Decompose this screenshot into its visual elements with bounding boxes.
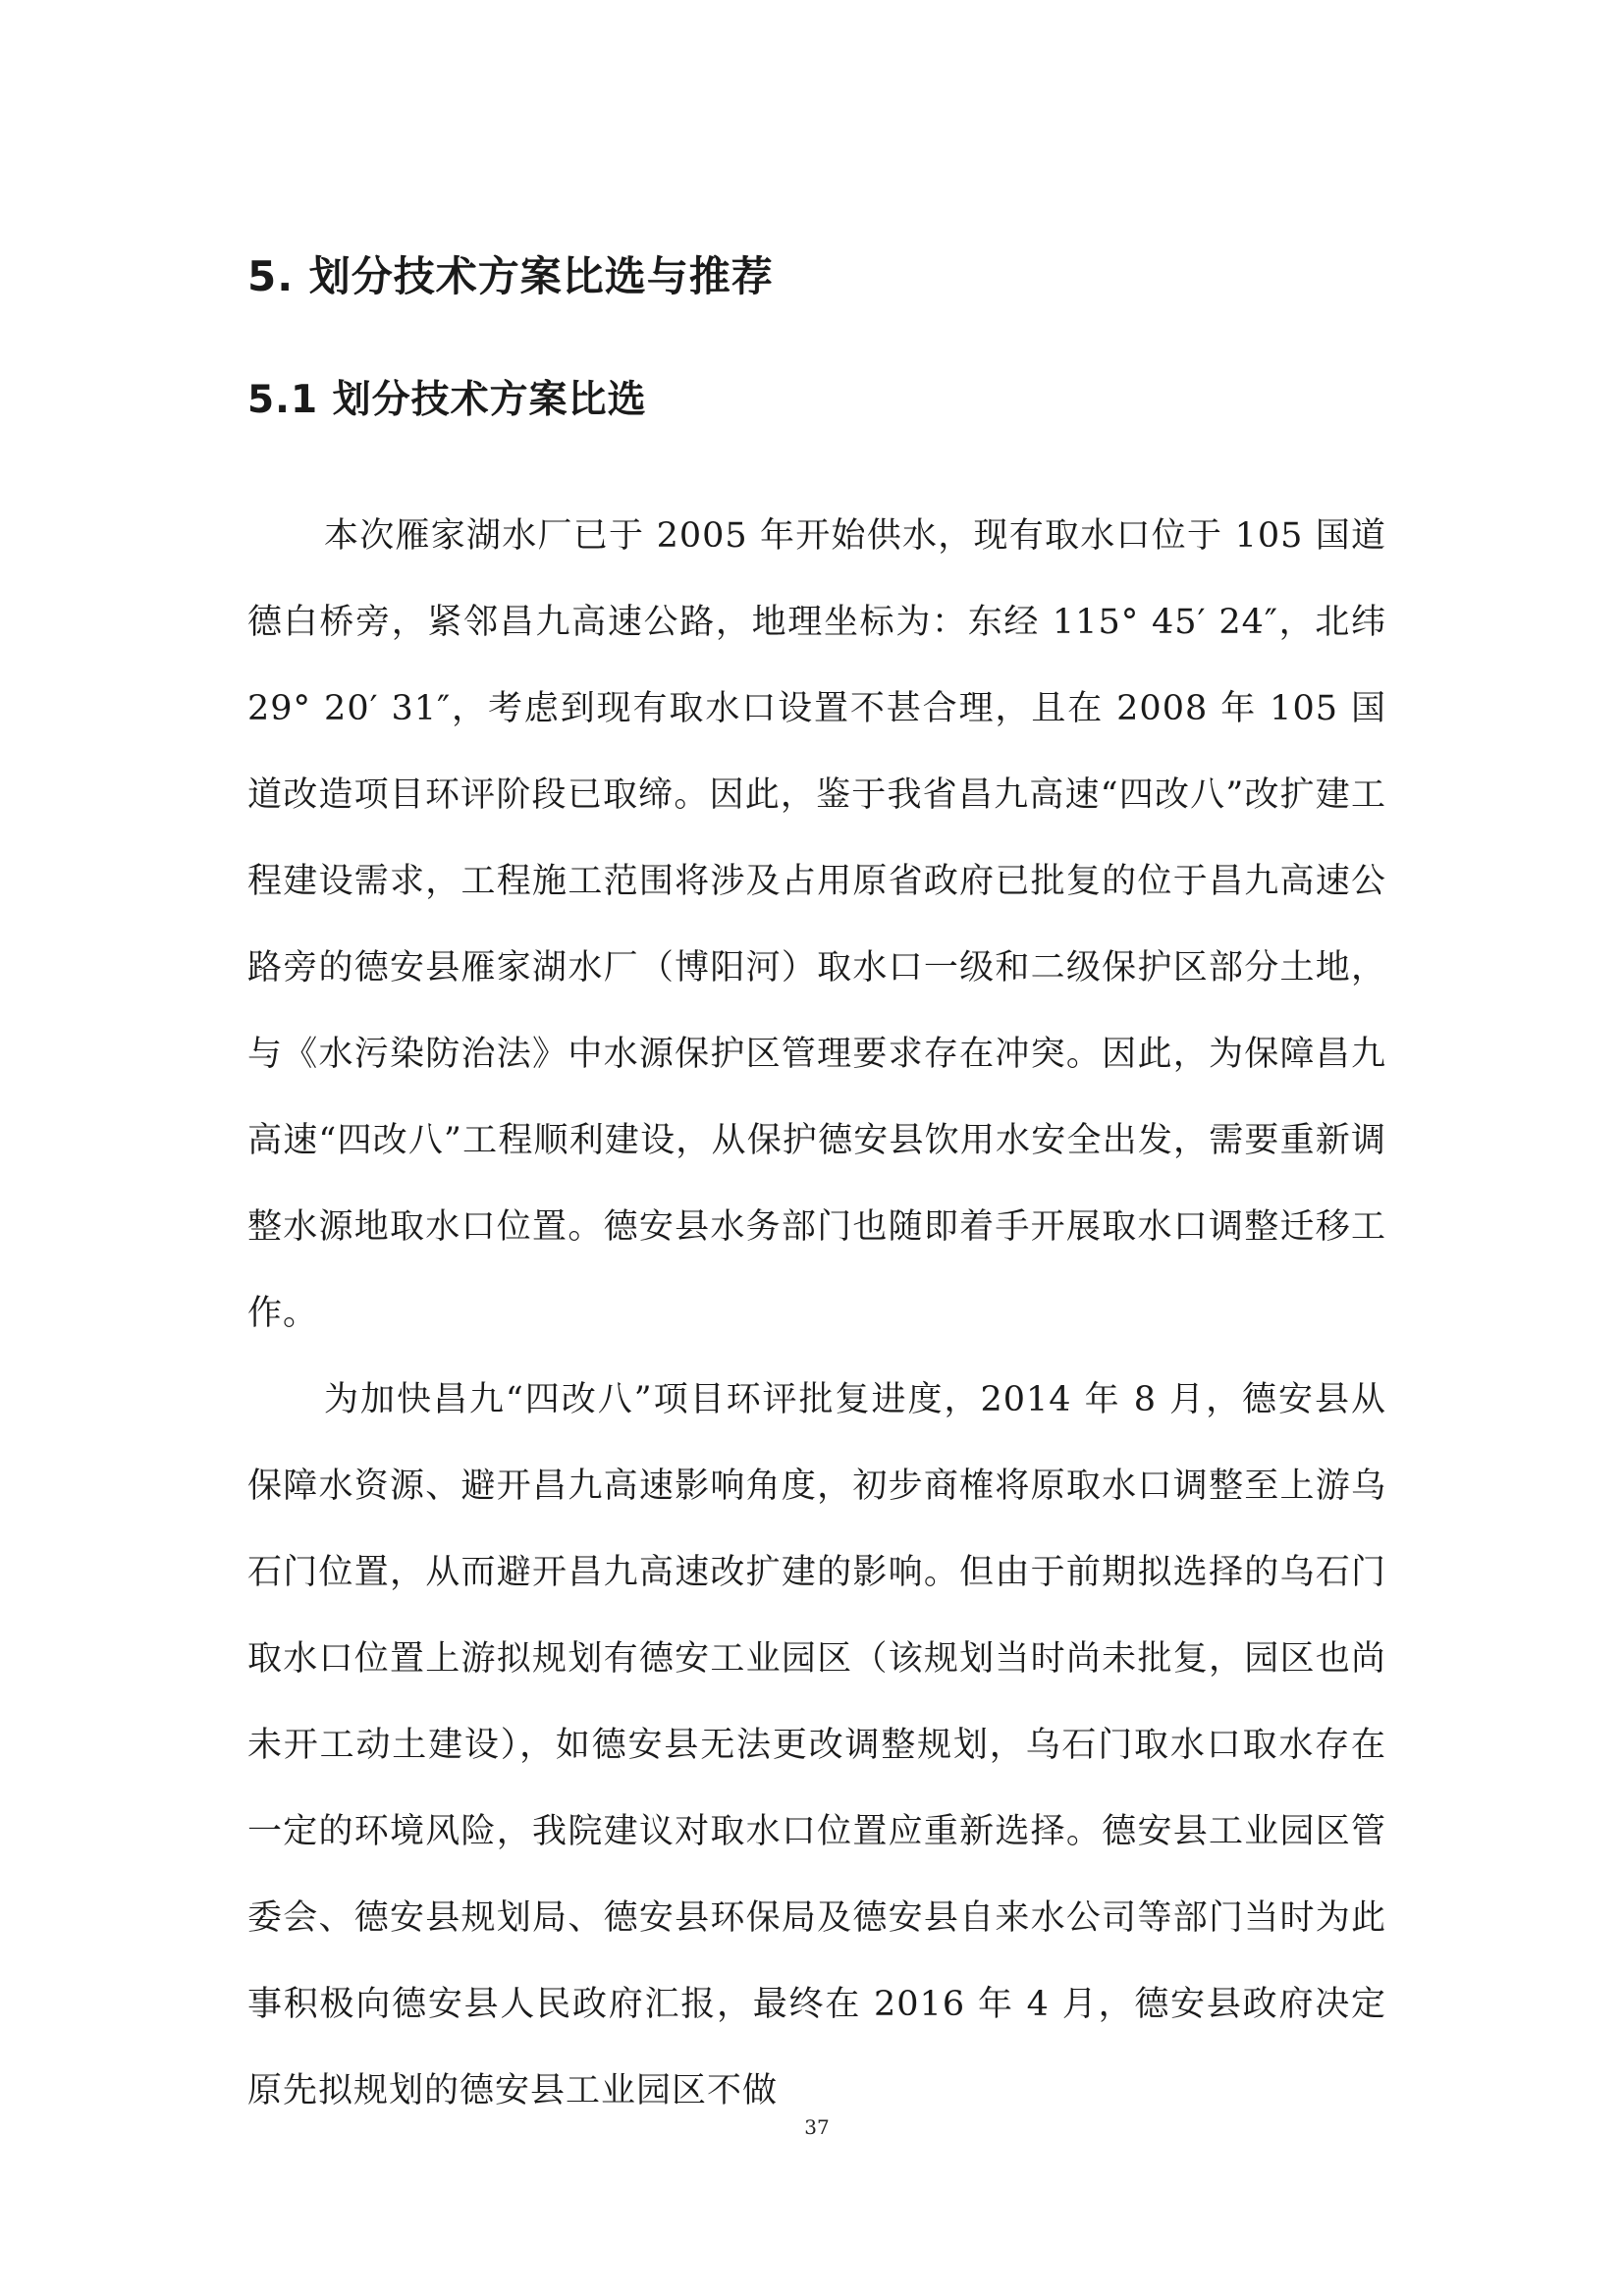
body-text [247, 493, 1386, 2134]
section-heading: 5. 划分技术方案比选与推荐 [247, 252, 774, 300]
paragraph-2: 为加快昌九“四改八”项目环评批复进度，2014 年 8 月，德安县从保障水资源、避开昌九高速影响角度，初步商榷将原取水口调整至上游乌石门位置，从而避开昌九高速改扩建的影响。但由于前期拟选择的乌石门取水口位置上游拟规划有德安工业园区（该规划当时尚未批复，园区也尚未开工动土建设），如德安县无法更改调整规划，乌石门取水口取水存在一定的环境风险，我院建议对取水口位置应重新选择。德安县工业园区管委会、德安县规划局、德安县环保局及德安县自来水公司等部门当时为此事积极向德安县人民政府汇报，最终在 2016 年 4 月，德安县政府决定原先拟规划的德安县工业园区不做 [247, 1380, 1386, 2110]
page-number: 37 [804, 2115, 830, 2139]
document-page [247, 0, 1386, 2296]
paragraph-1: 本次雁家湖水厂已于 2005 年开始供水，现有取水口位于 105 国道德白桥旁，紧邻昌九高速公路，地理坐标为：东经 115° 45′ 24″，北纬 29° 20′ 31″，考虑到现有取水口设置不甚合理，且在 2008 年 105 国道改造项目环评阶段已取缔。因此，鉴于我省昌九高速“四改八”改扩建工程建设需求，工程施工范围将涉及占用原省政府已批复的位于昌九高速公路旁的德安县雁家湖水厂（博阳河）取水口一级和二级保护区部分土地，与《水污染防治法》中水源保护区管理要求存在冲突。因此，为保障昌九高速“四改八”工程顺利建设，从保护德安县饮用水安全出发，需要重新调整水源地取水口位置。德安县水务部门也随即着手开展取水口调整迁移工作。 [247, 516, 1386, 1333]
subsection-heading: 5.1 划分技术方案比选 [247, 378, 647, 422]
